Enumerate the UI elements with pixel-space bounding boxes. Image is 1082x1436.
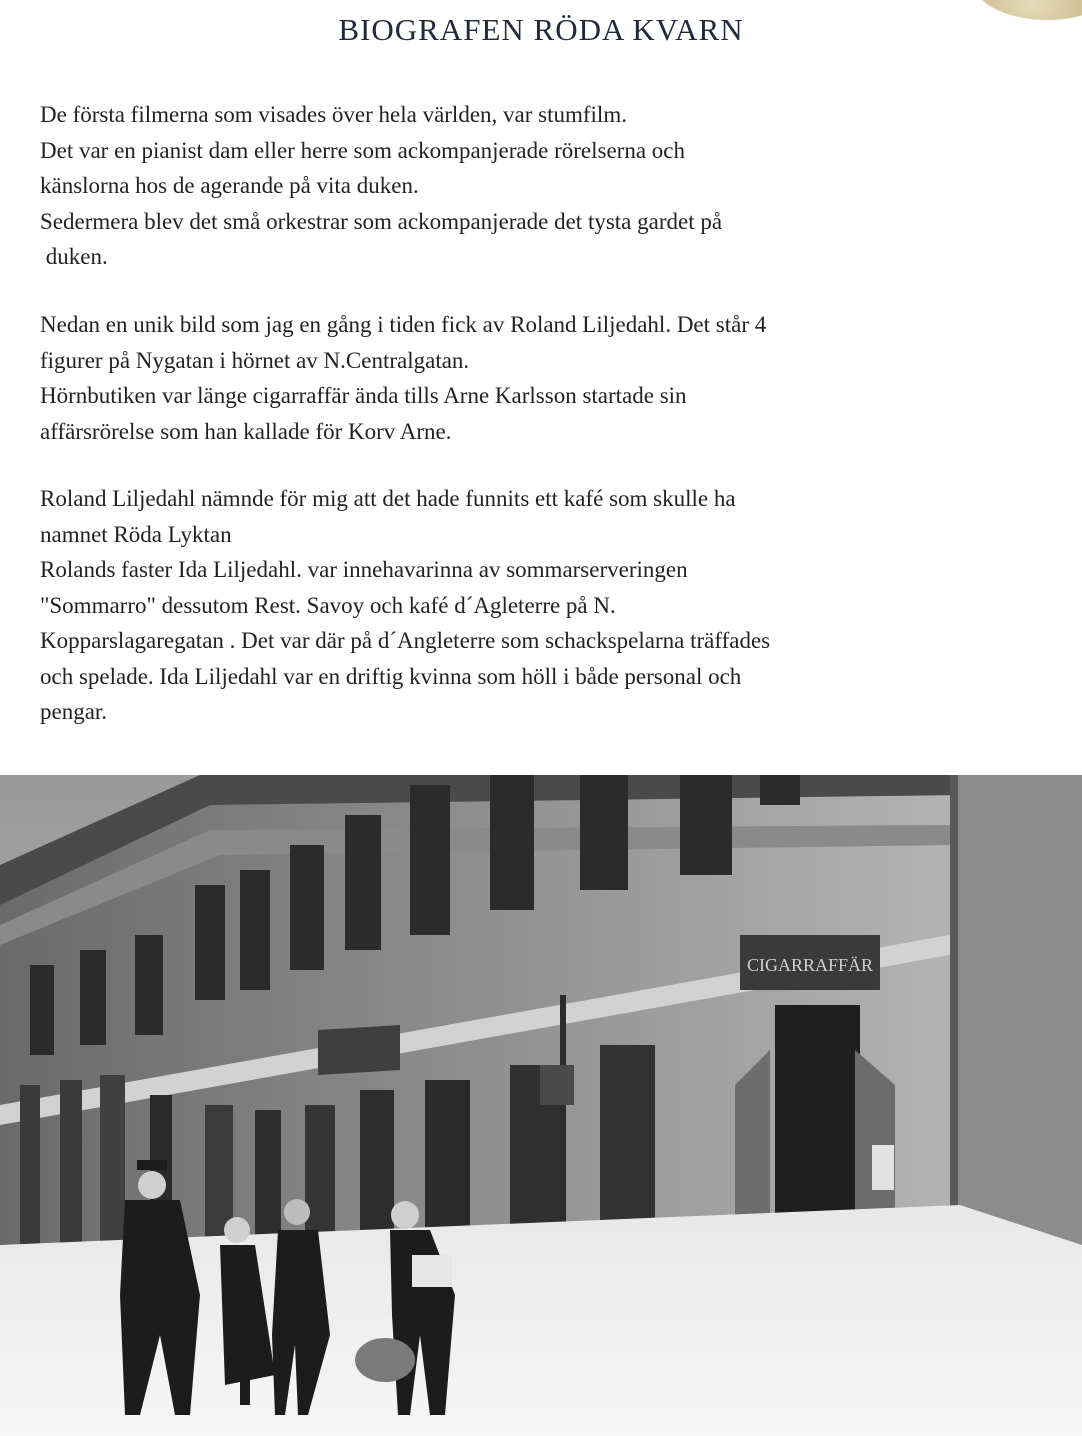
text-line: Kopparslagaregatan . Det var där på d´Angleterre som schackspelarna träffades — [40, 628, 771, 653]
photo-illustration — [0, 775, 1082, 1436]
text-line: pengar. — [40, 699, 108, 724]
paragraph-silent-film — [40, 97, 1040, 275]
text-line: figurer på Nygatan i hörnet av N.Centralgatan. — [40, 347, 470, 373]
historic-street-photo — [0, 775, 1082, 1436]
paragraph-ida-liljedahl — [40, 481, 1040, 730]
text-line: De första filmerna som visades över hela världen, var stumfilm. — [40, 102, 627, 127]
text-line: Sedermera blev det små orkestrar som ackompanjerade det tysta gardet på — [40, 208, 723, 234]
text-line: känslorna hos de agerande på vita duken. — [40, 173, 419, 198]
text-line: affärsrörelse som han kallade för Korv Arne. — [40, 418, 452, 444]
text-line: Hörnbutiken var länge cigarraffär ända tills Arne Karlsson startade sin — [40, 383, 687, 408]
paragraph-photo-origin — [40, 307, 1040, 449]
text-line: Roland Liljedahl nämnde för mig att det hade funnits ett kafé som skulle ha — [40, 486, 736, 511]
text-line: Rolands faster Ida Liljedahl. var innehavarinna av sommarserveringen — [40, 557, 688, 582]
text-line: och spelade. Ida Liljedahl var en driftig kvinna som höll i både personal och — [40, 663, 742, 689]
text-line: namnet Röda Lyktan — [40, 521, 232, 547]
shop-sign-text: CIGARRAFFÄR — [746, 955, 874, 975]
page-title: BIOGRAFEN RÖDA KVARN — [338, 12, 744, 47]
text-line: Nedan en unik bild som jag en gång i tiden fick av Roland Liljedahl. Det står 4 — [40, 312, 767, 337]
text-line: Det var en pianist dam eller herre som ackompanjerade rörelserna och — [40, 137, 685, 163]
text-line: duken. — [40, 244, 108, 269]
text-line: "Sommarro" dessutom Rest. Savoy och kafé d´Agleterre på N. — [40, 592, 616, 618]
